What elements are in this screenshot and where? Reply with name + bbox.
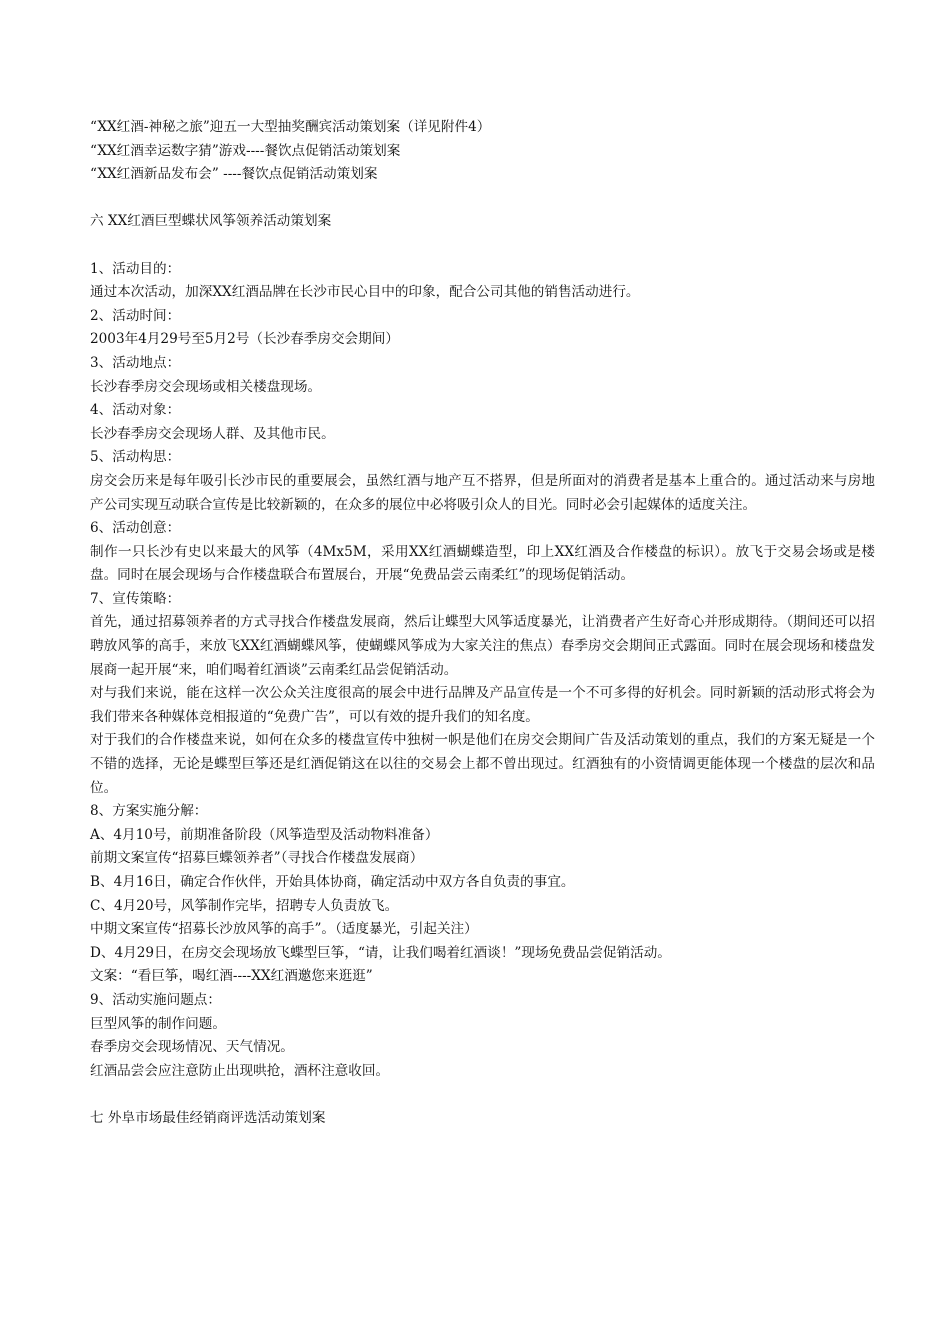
- item-7-heading: 7、宣传策略：: [90, 590, 181, 607]
- item-9-point-2: 春季房交会现场情况、天气情况。: [90, 1039, 294, 1056]
- item-9-point-1: 巨型风筝的制作问题。: [90, 1015, 226, 1032]
- item-8-step-b: B、4月16日，确定合作伙伴，开始具体协商，确定活动中双方各自负责的事宜。: [90, 874, 575, 890]
- item-5-heading: 5、活动构思：: [90, 449, 181, 466]
- item-8-step-d: D、4月29日，在房交会现场放飞蝶型巨筝，“请，让我们喝着红酒谈！”现场免费品尝促销活动。: [90, 944, 671, 961]
- item-6-text: 制作一只长沙有史以来最大的风筝（4Mx5M，采用XX红酒蝴蝶造型，印上XX红酒及合作楼盘的标识）。放飞于交易会场或是楼盘。同时在展会现场与合作楼盘联合布置展台，开展“免费品尝云南柔红”的现场促销活动。: [90, 543, 875, 584]
- item-3-text: 长沙春季房交会现场或相关楼盘现场。: [90, 378, 322, 395]
- item-7-text-3: 对于我们的合作楼盘来说，如何在众多的楼盘宣传中独树一帜是他们在房交会期间广告及活动策划的重点，我们的方案无疑是一个不错的选择，无论是蝶型巨筝还是红酒促销这在以往的交易会上都不曾出现过。红酒独有的小资情调更能体现一个楼盘的层次和品位。: [90, 732, 875, 796]
- intro-line: “XX红酒新品发布会” ----餐饮点促销活动策划案: [90, 166, 378, 183]
- item-8-mid-copy: 中期文案宣传“招募长沙放风筝的高手”。（适度暴光，引起关注）: [90, 921, 478, 938]
- item-9-heading: 9、活动实施问题点：: [90, 991, 221, 1008]
- item-8-slogan: 文案：“看巨筝，喝红酒----XX红酒邀您来逛逛”: [90, 968, 373, 985]
- item-8-step-a: A、4月10号，前期准备阶段（风筝造型及活动物料准备）: [90, 826, 439, 843]
- item-1-heading: 1、活动目的：: [90, 260, 181, 277]
- item-2-heading: 2、活动时间：: [90, 307, 181, 324]
- item-5-text: 房交会历来是每年吸引长沙市民的重要展会，虽然红酒与地产互不搭界，但是所面对的消费者是基本上重合的。通过活动来与房地产公司实现互动联合宣传是比较新颖的，在众多的展位中必将吸引众人的目光。同时必会引起媒体的适度关注。: [90, 472, 875, 513]
- item-4-heading: 4、活动对象：: [90, 402, 181, 419]
- item-8-early-copy: 前期文案宣传“招募巨蝶领养者”（寻找合作楼盘发展商）: [90, 850, 424, 867]
- item-9-point-3: 红酒品尝会应注意防止出现哄抢，酒杯注意收回。: [90, 1062, 390, 1079]
- item-7-text-2: 对与我们来说，能在这样一次公众关注度很高的展会中进行品牌及产品宣传是一个不可多得的好机会。同时新颖的活动形式将会为我们带来各种媒体竞相报道的“免费广告”，可以有效的提升我们的知名度。: [90, 685, 875, 725]
- intro-line: “XX红酒幸运数字猜”游戏----餐饮点促销活动策划案: [90, 142, 401, 159]
- item-3-heading: 3、活动地点：: [90, 354, 181, 371]
- section-6-title: 六 XX红酒巨型蝶状风筝领养活动策划案: [90, 213, 332, 230]
- section-7-title: 七 外阜市场最佳经销商评选活动策划案: [90, 1109, 326, 1126]
- item-6-heading: 6、活动创意：: [90, 520, 181, 537]
- item-2-text: 2003年4月29号至5月2号（长沙春季房交会期间）: [90, 331, 399, 348]
- item-8-heading: 8、方案实施分解：: [90, 803, 208, 820]
- item-4-text: 长沙春季房交会现场人群、及其他市民。: [90, 425, 335, 442]
- document-page: [90, 116, 875, 1131]
- item-8-step-c: C、4月20号，风筝制作完毕，招聘专人负责放飞。: [90, 897, 399, 914]
- item-7-text-1: 首先，通过招募领养者的方式寻找合作楼盘发展商，然后让蝶型大风筝适度暴光，让消费者产生好奇心并形成期待。（期间还可以招聘放风筝的高手，来放飞XX红酒蝴蝶风筝，使蝴蝶风筝成为大家关注的焦点）春季房交会期间正式露面。同时在展会现场和楼盘发展商一起开展“来，咱们喝着红酒谈”云南柔红品尝促销活动。: [90, 614, 875, 678]
- intro-line: “XX红酒-神秘之旅”迎五一大型抽奖酬宾活动策划案（详见附件4）: [90, 119, 491, 135]
- item-1-text: 通过本次活动，加深XX红酒品牌在长沙市民心目中的印象，配合公司其他的销售活动进行。: [90, 284, 640, 301]
